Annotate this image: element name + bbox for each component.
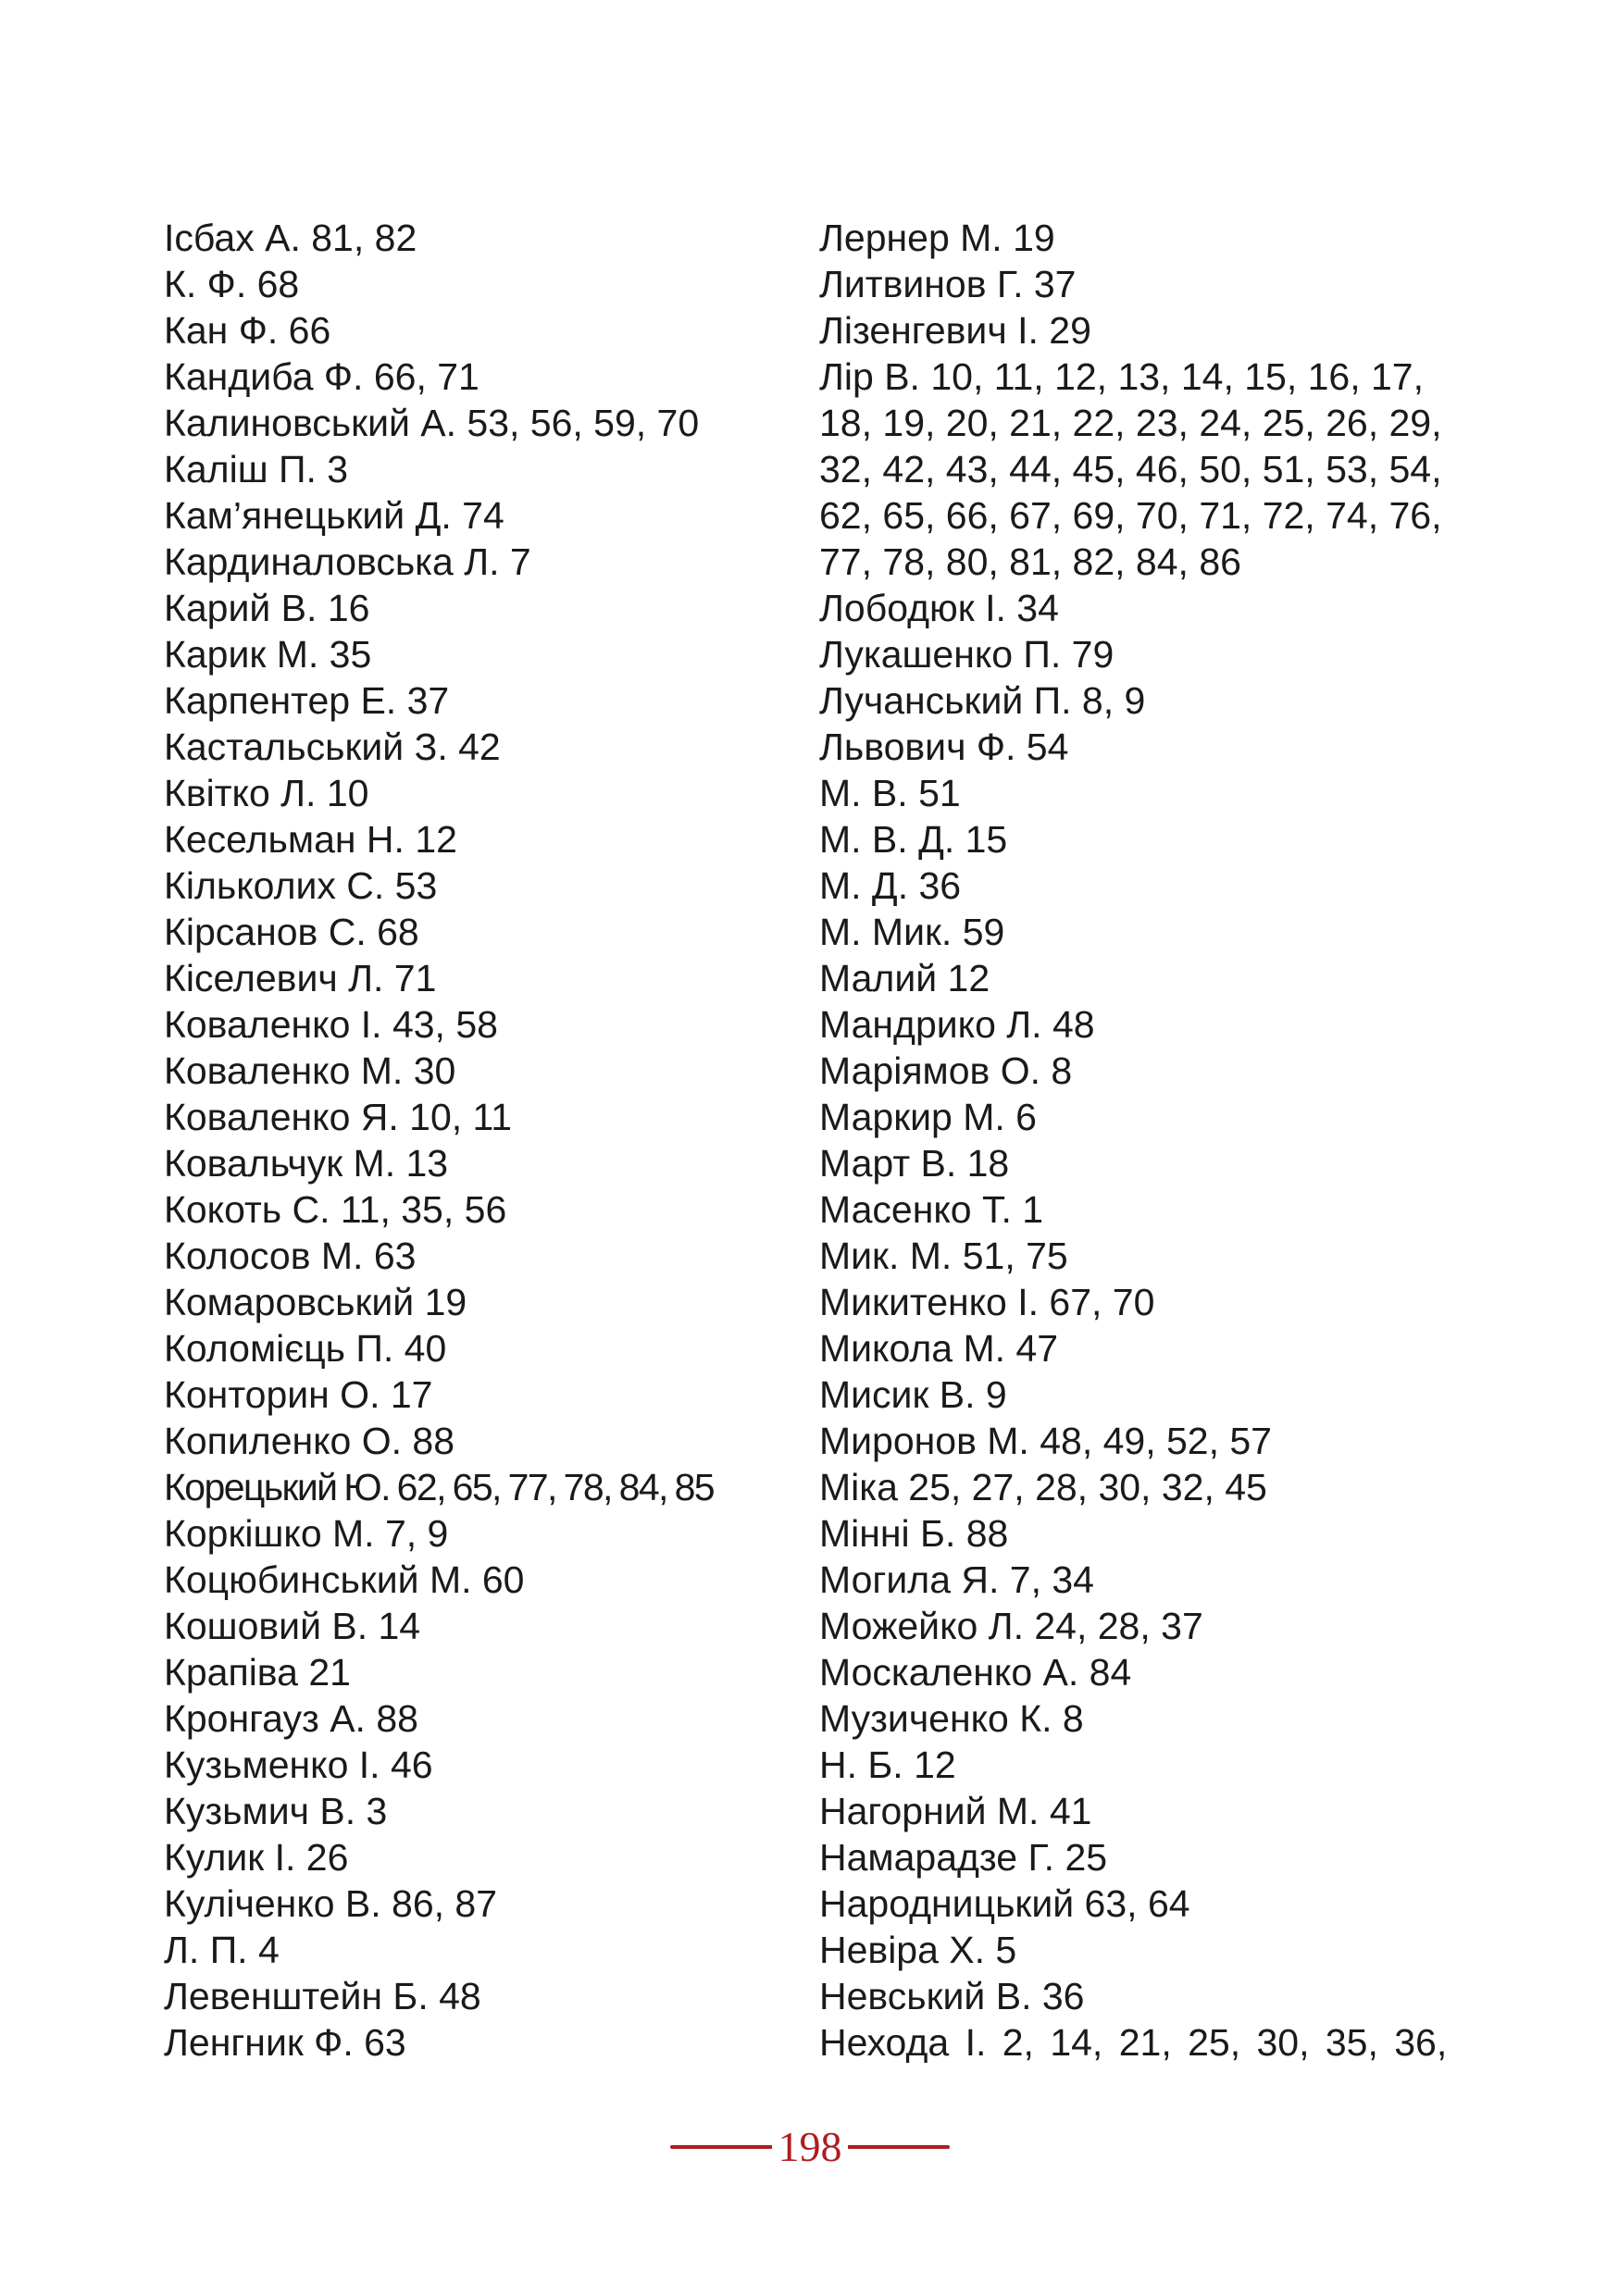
footer-rule-left: [670, 2145, 772, 2149]
index-entry: 18, 19, 20, 21, 22, 23, 24, 25, 26, 29,: [819, 402, 1442, 444]
index-entry: Микола М. 47: [819, 1327, 1059, 1370]
index-column-right: [819, 215, 1486, 2066]
index-entry: Кокоть С. 11, 35, 56: [164, 1188, 507, 1231]
index-entry: Нагорний М. 41: [819, 1790, 1092, 1832]
index-entry: 62, 65, 66, 67, 69, 70, 71, 72, 74, 76,: [819, 494, 1442, 537]
index-entry: Март В. 18: [819, 1142, 1010, 1185]
index-entry: Крапіва 21: [164, 1651, 351, 1694]
index-entry: Комаровський 19: [164, 1281, 467, 1323]
index-entry: Левенштейн Б. 48: [164, 1975, 481, 2017]
footer-rule-right: [848, 2145, 950, 2149]
index-entry: Мандрико Л. 48: [819, 1003, 1095, 1046]
page-footer: [0, 2119, 1619, 2175]
index-entry: Н. Б. 12: [819, 1744, 956, 1786]
index-entry: Кронгауз А. 88: [164, 1697, 418, 1740]
index-entry: Кесельман Н. 12: [164, 818, 457, 861]
index-entry: Мик. М. 51, 75: [819, 1235, 1068, 1277]
index-entry: Міка 25, 27, 28, 30, 32, 45: [819, 1466, 1267, 1508]
index-entry: Каліш П. 3: [164, 448, 349, 490]
index-entry: Коломієць П. 40: [164, 1327, 447, 1370]
index-entry: Масенко Т. 1: [819, 1188, 1044, 1231]
index-entry: Л. П. 4: [164, 1929, 280, 1971]
index-entry: Конторин О. 17: [164, 1373, 433, 1416]
index-entry: Кам’янецький Д. 74: [164, 494, 504, 537]
index-entry: Кулик І. 26: [164, 1836, 349, 1879]
index-entry: Маріямов О. 8: [819, 1049, 1073, 1092]
index-entry: М. Д. 36: [819, 864, 962, 907]
index-entry: М. В. Д. 15: [819, 818, 1008, 861]
index-entry: Литвинов Г. 37: [819, 263, 1077, 305]
index-entry: Львович Ф. 54: [819, 726, 1069, 768]
index-entry: Колосов М. 63: [164, 1235, 417, 1277]
index-entry: Лучанський П. 8, 9: [819, 679, 1146, 722]
page-number: 198: [778, 2123, 842, 2170]
index-entry: Лукашенко П. 79: [819, 633, 1115, 676]
index-entry: 77, 78, 80, 81, 82, 84, 86: [819, 540, 1241, 583]
index-entry: Намарадзе Г. 25: [819, 1836, 1108, 1879]
index-entry: Народницький 63, 64: [819, 1882, 1190, 1925]
index-entry: Карпентер Е. 37: [164, 679, 450, 722]
index-entry: Малий 12: [819, 957, 990, 999]
index-entry: К. Ф. 68: [164, 263, 300, 305]
index-entry: М. В. 51: [819, 772, 961, 814]
index-entry: Ковальчук М. 13: [164, 1142, 449, 1185]
index-entry: Кан Ф. 66: [164, 309, 331, 352]
index-entry: Миронов М. 48, 49, 52, 57: [819, 1420, 1272, 1462]
index-entry: Музиченко К. 8: [819, 1697, 1084, 1740]
index-entry: Кандиба Ф. 66, 71: [164, 355, 479, 398]
index-entry: 32, 42, 43, 44, 45, 46, 50, 51, 53, 54,: [819, 448, 1442, 490]
index-entry: Коваленко Я. 10, 11: [164, 1096, 513, 1138]
index-entry: Маркир М. 6: [819, 1096, 1037, 1138]
index-entry: Копиленко О. 88: [164, 1420, 455, 1462]
index-entry: Коцюбинський М. 60: [164, 1558, 525, 1601]
index-entry: Карик М. 35: [164, 633, 372, 676]
index-entry: Ленгник Ф. 63: [164, 2021, 406, 2064]
index-entry: Микитенко І. 67, 70: [819, 1281, 1155, 1323]
index-column-left: [164, 215, 803, 2066]
index-entry: Нехода І. 2, 14, 21, 25, 30, 35, 36,: [819, 2021, 1448, 2064]
index-entry: М. Мик. 59: [819, 911, 1005, 953]
index-entry: Калиновський А. 53, 56, 59, 70: [164, 402, 700, 444]
index-entry: Можейко Л. 24, 28, 37: [819, 1605, 1203, 1647]
index-entry: Лободюк І. 34: [819, 587, 1059, 629]
index-entry: Кільколих С. 53: [164, 864, 438, 907]
index-entry: Карий В. 16: [164, 587, 370, 629]
index-entry: Мисик В. 9: [819, 1373, 1007, 1416]
index-entry: Лір В. 10, 11, 12, 13, 14, 15, 16, 17,: [819, 355, 1424, 398]
index-entry: Москаленко А. 84: [819, 1651, 1132, 1694]
index-entry: Кошовий В. 14: [164, 1605, 421, 1647]
index-entry: Ісбах А. 81, 82: [164, 217, 417, 259]
index-entry: Могила Я. 7, 34: [819, 1558, 1094, 1601]
index-entry: Коваленко І. 43, 58: [164, 1003, 498, 1046]
index-entry: Кузьмич В. 3: [164, 1790, 388, 1832]
index-entry: Квітко Л. 10: [164, 772, 369, 814]
index-entry: Кузьменко І. 46: [164, 1744, 433, 1786]
index-entry: Кардиналовська Л. 7: [164, 540, 531, 583]
index-entry: Невський В. 36: [819, 1975, 1085, 2017]
index-entry: Лізенгевич І. 29: [819, 309, 1091, 352]
index-entry: Кірсанов С. 68: [164, 911, 419, 953]
index-entry: Кастальський З. 42: [164, 726, 501, 768]
index-entry: Кіселевич Л. 71: [164, 957, 437, 999]
index-entry: Корецький Ю. 62, 65, 77, 78, 84, 85: [164, 1466, 715, 1508]
index-entry: Коваленко М. 30: [164, 1049, 456, 1092]
index-entry: Невіра Х. 5: [819, 1929, 1017, 1971]
index-entry: Куліченко В. 86, 87: [164, 1882, 498, 1925]
index-entry: Лернер М. 19: [819, 217, 1055, 259]
index-entry: Коркішко М. 7, 9: [164, 1512, 449, 1555]
index-entry: Мінні Б. 88: [819, 1512, 1009, 1555]
